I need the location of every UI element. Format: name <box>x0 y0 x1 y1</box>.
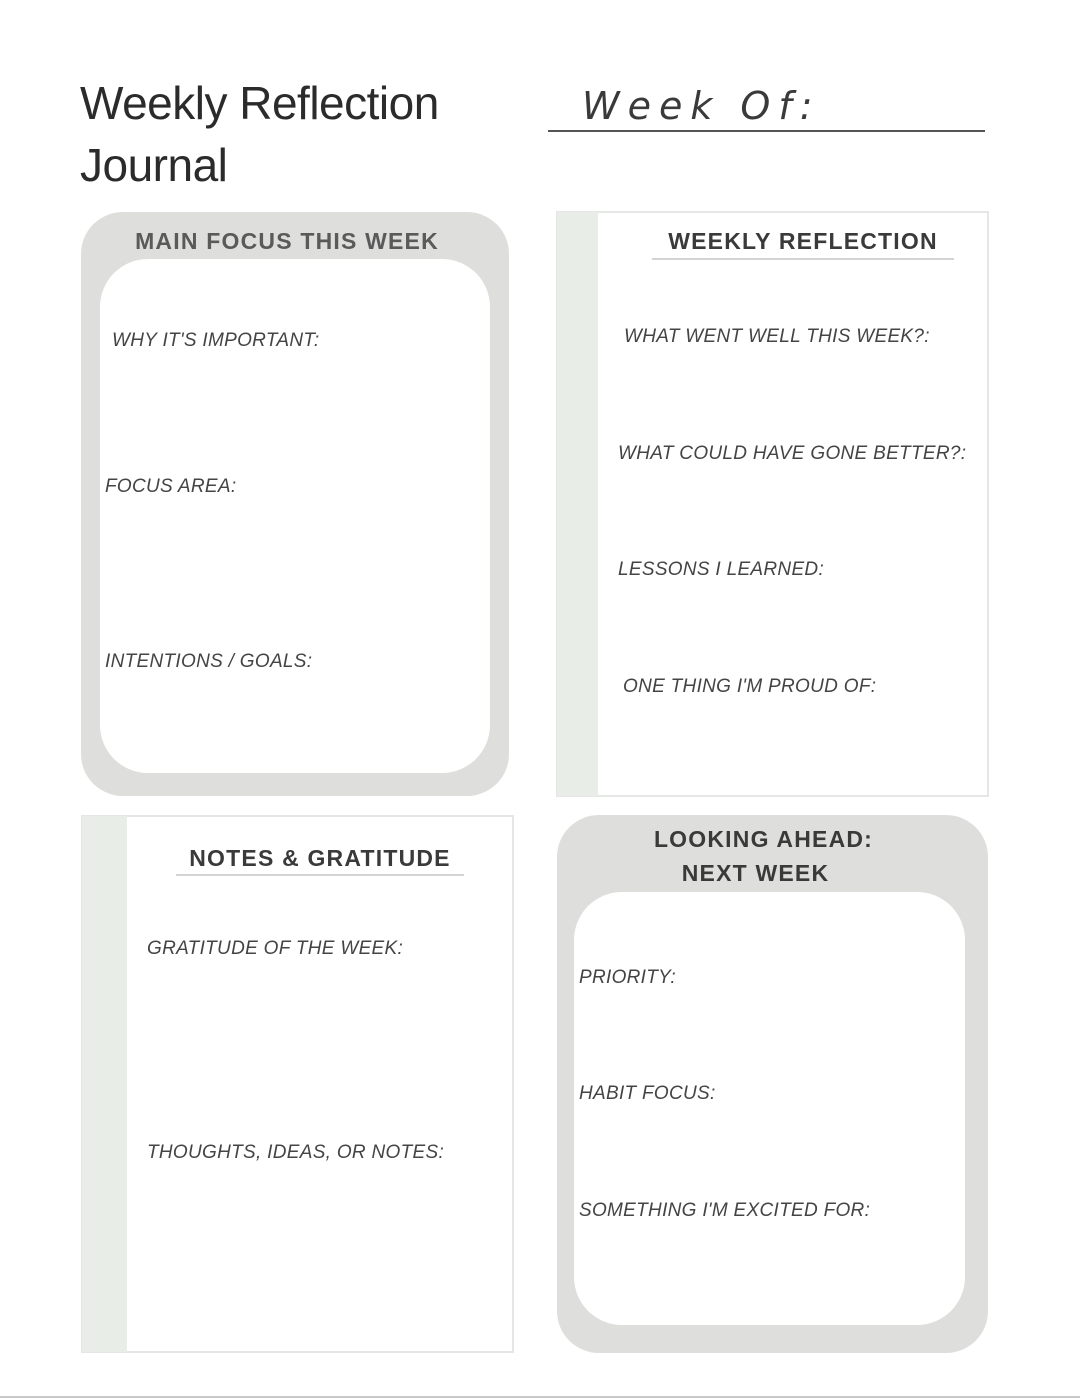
excited-for-label: SOMETHING I'M EXCITED FOR: <box>579 1200 871 1221</box>
notes-gratitude-heading-rule <box>176 874 464 876</box>
priority-label: PRIORITY: <box>579 967 677 988</box>
looking-ahead-heading-line-2: NEXT WEEK <box>681 860 830 886</box>
title-line-2: Journal <box>80 139 228 191</box>
focus-area-label: FOCUS AREA: <box>105 476 237 497</box>
habit-focus-label: HABIT FOCUS: <box>579 1083 716 1104</box>
looking-ahead-writing-area[interactable] <box>574 892 965 1325</box>
main-focus-heading: MAIN FOCUS THIS WEEK <box>135 228 439 254</box>
thoughts-ideas-notes-label: THOUGHTS, IDEAS, OR NOTES: <box>147 1142 445 1163</box>
weekly-reflection-panel <box>556 211 989 797</box>
notes-gratitude-accent-strip <box>82 816 127 1352</box>
gone-better-label: WHAT COULD HAVE GONE BETTER?: <box>618 443 967 464</box>
weekly-reflection-heading-rule <box>652 258 954 260</box>
proud-of-label: ONE THING I'M PROUD OF: <box>623 676 877 697</box>
title-line-1: Weekly Reflection <box>80 77 439 129</box>
intentions-goals-label: INTENTIONS / GOALS: <box>105 651 313 672</box>
lessons-learned-label: LESSONS I LEARNED: <box>618 559 825 580</box>
notes-gratitude-panel <box>81 815 514 1353</box>
looking-ahead-heading-line-1: LOOKING AHEAD: <box>653 826 874 852</box>
weekly-reflection-heading: WEEKLY REFLECTION <box>668 228 938 254</box>
page-title <box>80 72 510 196</box>
looking-ahead-heading <box>557 822 984 890</box>
went-well-label: WHAT WENT WELL THIS WEEK?: <box>624 326 930 347</box>
weekly-reflection-accent-strip <box>557 212 598 796</box>
why-important-label: WHY IT'S IMPORTANT: <box>112 330 320 351</box>
gratitude-label: GRATITUDE OF THE WEEK: <box>147 938 404 959</box>
notes-gratitude-heading: NOTES & GRATITUDE <box>189 845 451 871</box>
week-of-label: Week Of: <box>582 84 821 128</box>
week-of-input-line[interactable] <box>548 130 985 132</box>
